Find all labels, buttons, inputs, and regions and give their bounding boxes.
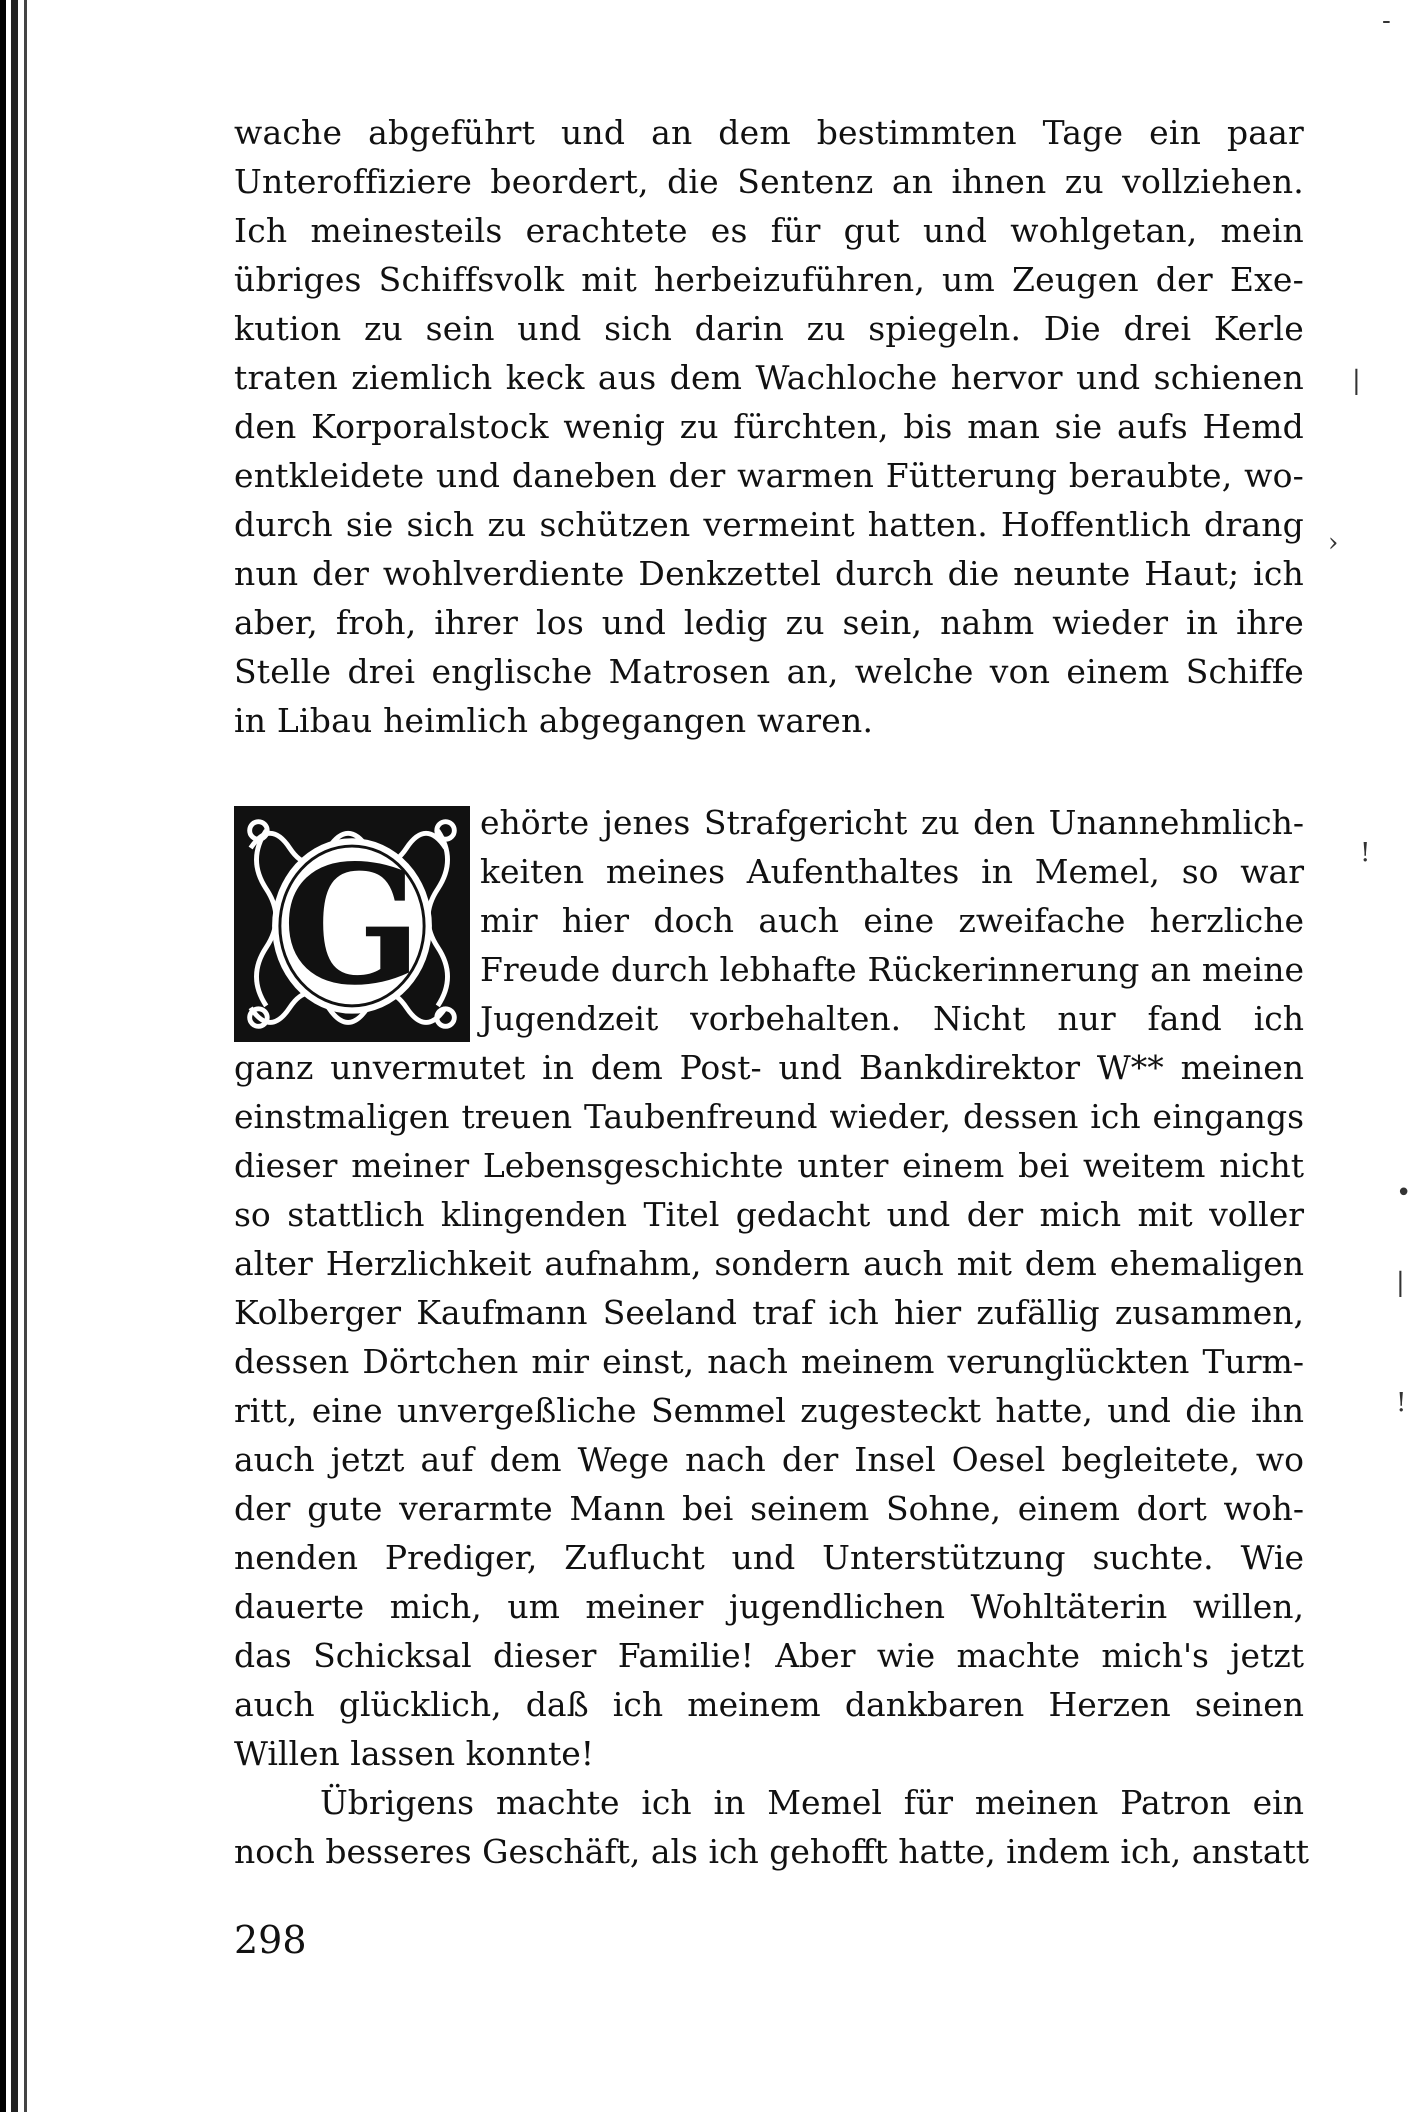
text-line: den Korporalstock wenig zu fürchten, bis man sie aufs Hemd bbox=[234, 407, 1304, 446]
text-line: Kolberger Kaufmann Seeland traf ich hier zufällig zusammen, bbox=[234, 1293, 1304, 1332]
text-line: ganz unvermutet in dem Post- und Bankdirektor W** meinen bbox=[234, 1048, 1304, 1087]
margin-speck: | bbox=[1396, 1268, 1405, 1298]
text-line: einstmaligen treuen Taubenfreund wieder, dessen ich eingangs bbox=[234, 1097, 1304, 1136]
paragraph-2 bbox=[234, 798, 1310, 1876]
text-line: dessen Dörtchen mir einst, nach meinem verunglückten Turm- bbox=[234, 1342, 1304, 1381]
text-line: Unteroffiziere beordert, die Sentenz an ihnen zu vollziehen. bbox=[234, 162, 1304, 201]
text-line: kution zu sein und sich darin zu spiegeln. Die drei Kerle bbox=[234, 309, 1304, 348]
text-line: durch sie sich zu schützen vermeint hatten. Hoffentlich drang bbox=[234, 505, 1304, 544]
text-line: dieser meiner Lebensgeschichte unter einem bei weitem nicht bbox=[234, 1146, 1304, 1185]
margin-speck: ! bbox=[1360, 838, 1371, 868]
text-line: das Schicksal dieser Familie! Aber wie machte mich's jetzt bbox=[234, 1636, 1304, 1675]
margin-speck: | bbox=[1352, 366, 1361, 396]
text-line: nenden Prediger, Zuflucht und Unterstützung suchte. Wie bbox=[234, 1538, 1304, 1577]
margin-speck: - bbox=[1382, 6, 1391, 36]
text-line: Übrigens machte ich in Memel für meinen Patron ein bbox=[320, 1783, 1304, 1822]
text-line: aber, froh, ihrer los und ledig zu sein, nahm wieder in ihre bbox=[234, 603, 1304, 642]
text-line: keiten meines Aufenthaltes in Memel, so war bbox=[480, 852, 1304, 891]
text-line: mir hier doch auch eine zweifache herzliche bbox=[480, 901, 1304, 940]
text-line: auch jetzt auf dem Wege nach der Insel Oesel begleitete, wo bbox=[234, 1440, 1304, 1479]
text-line: in Libau heimlich abgegangen waren. bbox=[234, 701, 874, 740]
text-line: Willen lassen konnte! bbox=[234, 1734, 595, 1773]
text-line: Freude durch lebhafte Rückerinnerung an meine bbox=[480, 950, 1304, 989]
initial-letter: G bbox=[282, 828, 422, 1022]
text-line: entkleidete und daneben der warmen Fütterung beraubte, wo- bbox=[234, 456, 1304, 495]
text-line: auch glücklich, daß ich meinem dankbaren Herzen seinen bbox=[234, 1685, 1304, 1724]
text-line: Ich meinesteils erachtete es für gut und wohlgetan, mein bbox=[234, 211, 1304, 250]
text-line: übriges Schiffsvolk mit herbeizuführen, um Zeugen der Exe- bbox=[234, 260, 1304, 299]
margin-speck: › bbox=[1328, 528, 1339, 558]
text-line: so stattlich klingenden Titel gedacht und der mich mit voller bbox=[234, 1195, 1304, 1234]
text-line: nun der wohlverdiente Denkzettel durch die neunte Haut; ich bbox=[234, 554, 1304, 593]
text-line: wache abgeführt und an dem bestimmten Tage ein paar bbox=[234, 113, 1304, 152]
text-line: ehörte jenes Strafgericht zu den Unannehmlich- bbox=[480, 803, 1304, 842]
text-line: der gute verarmte Mann bei seinem Sohne, einem dort woh- bbox=[234, 1489, 1304, 1528]
text-line: noch besseres Geschäft, als ich gehofft hatte, indem ich, anstatt bbox=[234, 1832, 1310, 1871]
text-line: Jugendzeit vorbehalten. Nicht nur fand ich bbox=[480, 999, 1304, 1038]
text-line: Stelle drei englische Matrosen an, welche von einem Schiffe bbox=[234, 652, 1304, 691]
margin-speck: • bbox=[1396, 1178, 1411, 1208]
book-spine-edge bbox=[0, 0, 36, 2112]
decorative-initial-g bbox=[234, 806, 470, 1042]
page-number: 298 bbox=[234, 1918, 307, 1962]
paragraph-1 bbox=[234, 108, 1304, 745]
margin-speck: ! bbox=[1396, 1388, 1407, 1418]
text-line: dauerte mich, um meiner jugendlichen Wohltäterin willen, bbox=[234, 1587, 1304, 1626]
text-line: traten ziemlich keck aus dem Wachloche hervor und schienen bbox=[234, 358, 1304, 397]
text-line: ritt, eine unvergeßliche Semmel zugesteckt hatte, und die ihn bbox=[234, 1391, 1304, 1430]
text-line: alter Herzlichkeit aufnahm, sondern auch mit dem ehemaligen bbox=[234, 1244, 1304, 1283]
